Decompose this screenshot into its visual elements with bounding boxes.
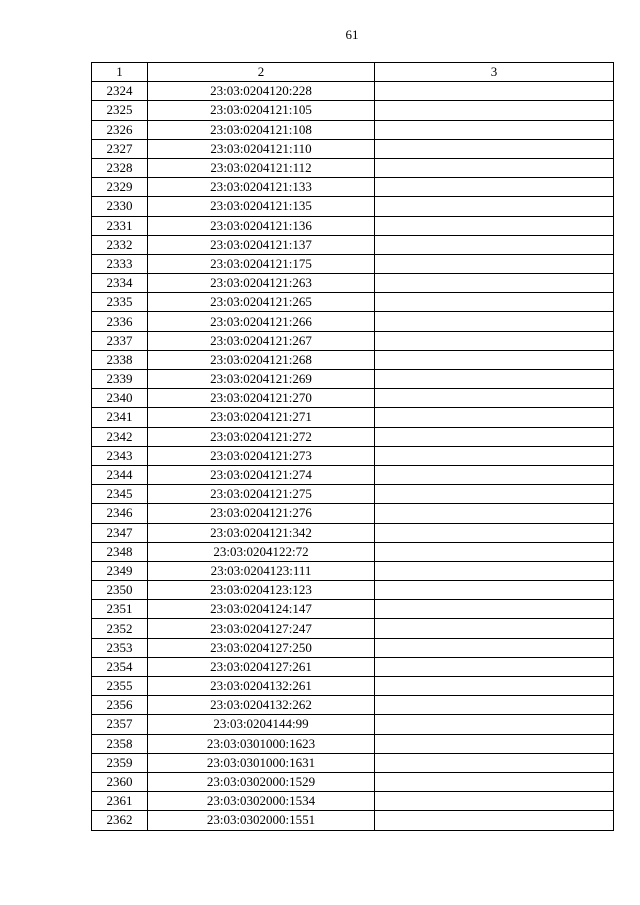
notes-cell xyxy=(375,331,614,350)
table-row xyxy=(92,542,614,561)
notes-cell xyxy=(375,485,614,504)
row-number-cell: 2360 xyxy=(92,772,148,791)
row-number-cell: 2362 xyxy=(92,811,148,830)
table-row xyxy=(92,638,614,657)
table-row xyxy=(92,753,614,772)
notes-cell xyxy=(375,581,614,600)
cadastral-number-cell: 23:03:0204127:247 xyxy=(148,619,375,638)
notes-cell xyxy=(375,465,614,484)
cadastral-number-cell: 23:03:0302000:1534 xyxy=(148,792,375,811)
row-number-cell: 2335 xyxy=(92,293,148,312)
cadastral-number-cell: 23:03:0204121:263 xyxy=(148,274,375,293)
table-row xyxy=(92,408,614,427)
row-number-cell: 2349 xyxy=(92,561,148,580)
table-row xyxy=(92,427,614,446)
cadastral-number-cell: 23:03:0204121:133 xyxy=(148,178,375,197)
cadastral-number-cell: 23:03:0204123:123 xyxy=(148,581,375,600)
column-header: 3 xyxy=(375,63,614,82)
notes-cell xyxy=(375,216,614,235)
notes-cell xyxy=(375,619,614,638)
cadastral-number-cell: 23:03:0204121:265 xyxy=(148,293,375,312)
cadastral-number-cell: 23:03:0204121:110 xyxy=(148,139,375,158)
cadastral-number-cell: 23:03:0204121:276 xyxy=(148,504,375,523)
table-row xyxy=(92,350,614,369)
table-row xyxy=(92,772,614,791)
cadastral-number-cell: 23:03:0204127:250 xyxy=(148,638,375,657)
registry-table xyxy=(91,62,614,831)
page-number: 61 xyxy=(345,27,359,42)
row-number-cell: 2351 xyxy=(92,600,148,619)
row-number-cell: 2339 xyxy=(92,370,148,389)
notes-cell xyxy=(375,370,614,389)
cadastral-number-cell: 23:03:0204121:270 xyxy=(148,389,375,408)
cadastral-number-cell: 23:03:0204121:342 xyxy=(148,523,375,542)
row-number-cell: 2326 xyxy=(92,120,148,139)
notes-cell xyxy=(375,120,614,139)
notes-cell xyxy=(375,446,614,465)
table-row xyxy=(92,811,614,830)
notes-cell xyxy=(375,600,614,619)
table-row xyxy=(92,370,614,389)
cadastral-number-cell: 23:03:0204127:261 xyxy=(148,657,375,676)
notes-cell xyxy=(375,753,614,772)
notes-cell xyxy=(375,772,614,791)
row-number-cell: 2348 xyxy=(92,542,148,561)
table-row xyxy=(92,293,614,312)
cadastral-number-cell: 23:03:0204121:269 xyxy=(148,370,375,389)
cadastral-number-cell: 23:03:0301000:1623 xyxy=(148,734,375,753)
notes-cell xyxy=(375,139,614,158)
table-row xyxy=(92,734,614,753)
cadastral-number-cell: 23:03:0301000:1631 xyxy=(148,753,375,772)
table-row xyxy=(92,715,614,734)
notes-cell xyxy=(375,811,614,830)
row-number-cell: 2327 xyxy=(92,139,148,158)
row-number-cell: 2355 xyxy=(92,677,148,696)
notes-cell xyxy=(375,715,614,734)
row-number-cell: 2357 xyxy=(92,715,148,734)
notes-cell xyxy=(375,101,614,120)
cadastral-number-cell: 23:03:0204121:274 xyxy=(148,465,375,484)
notes-cell xyxy=(375,677,614,696)
notes-cell xyxy=(375,427,614,446)
table-row xyxy=(92,235,614,254)
notes-cell xyxy=(375,504,614,523)
cadastral-number-cell: 23:03:0204121:137 xyxy=(148,235,375,254)
cadastral-number-cell: 23:03:0204132:262 xyxy=(148,696,375,715)
notes-cell xyxy=(375,408,614,427)
row-number-cell: 2328 xyxy=(92,158,148,177)
cadastral-number-cell: 23:03:0204121:268 xyxy=(148,350,375,369)
notes-cell xyxy=(375,312,614,331)
notes-cell xyxy=(375,638,614,657)
notes-cell xyxy=(375,274,614,293)
row-number-cell: 2334 xyxy=(92,274,148,293)
row-number-cell: 2330 xyxy=(92,197,148,216)
cadastral-number-cell: 23:03:0204121:267 xyxy=(148,331,375,350)
row-number-cell: 2329 xyxy=(92,178,148,197)
table-row xyxy=(92,792,614,811)
notes-cell xyxy=(375,389,614,408)
row-number-cell: 2341 xyxy=(92,408,148,427)
table-row xyxy=(92,274,614,293)
table-row xyxy=(92,312,614,331)
table-row xyxy=(92,696,614,715)
cadastral-number-cell: 23:03:0204121:136 xyxy=(148,216,375,235)
row-number-cell: 2333 xyxy=(92,254,148,273)
cadastral-number-cell: 23:03:0204121:271 xyxy=(148,408,375,427)
table-row xyxy=(92,197,614,216)
row-number-cell: 2342 xyxy=(92,427,148,446)
table-row xyxy=(92,178,614,197)
table-row xyxy=(92,581,614,600)
cadastral-number-cell: 23:03:0302000:1529 xyxy=(148,772,375,791)
row-number-cell: 2347 xyxy=(92,523,148,542)
notes-cell xyxy=(375,542,614,561)
cadastral-number-cell: 23:03:0302000:1551 xyxy=(148,811,375,830)
row-number-cell: 2346 xyxy=(92,504,148,523)
column-header: 1 xyxy=(92,63,148,82)
notes-cell xyxy=(375,523,614,542)
row-number-cell: 2353 xyxy=(92,638,148,657)
table-row xyxy=(92,504,614,523)
table-row xyxy=(92,158,614,177)
notes-cell xyxy=(375,293,614,312)
row-number-cell: 2332 xyxy=(92,235,148,254)
row-number-cell: 2325 xyxy=(92,101,148,120)
table-row xyxy=(92,331,614,350)
notes-cell xyxy=(375,657,614,676)
row-number-cell: 2350 xyxy=(92,581,148,600)
row-number-cell: 2352 xyxy=(92,619,148,638)
cadastral-number-cell: 23:03:0204121:272 xyxy=(148,427,375,446)
notes-cell xyxy=(375,82,614,101)
notes-cell xyxy=(375,197,614,216)
cadastral-number-cell: 23:03:0204121:175 xyxy=(148,254,375,273)
row-number-cell: 2356 xyxy=(92,696,148,715)
table-row xyxy=(92,485,614,504)
row-number-cell: 2336 xyxy=(92,312,148,331)
notes-cell xyxy=(375,254,614,273)
table-header-row xyxy=(92,63,614,82)
table-row xyxy=(92,254,614,273)
table-row xyxy=(92,657,614,676)
row-number-cell: 2324 xyxy=(92,82,148,101)
notes-cell xyxy=(375,350,614,369)
notes-cell xyxy=(375,561,614,580)
notes-cell xyxy=(375,696,614,715)
row-number-cell: 2338 xyxy=(92,350,148,369)
column-header: 2 xyxy=(148,63,375,82)
notes-cell xyxy=(375,235,614,254)
notes-cell xyxy=(375,178,614,197)
cadastral-number-cell: 23:03:0204123:111 xyxy=(148,561,375,580)
table-row xyxy=(92,619,614,638)
cadastral-number-cell: 23:03:0204121:266 xyxy=(148,312,375,331)
table-row xyxy=(92,139,614,158)
cadastral-number-cell: 23:03:0204121:105 xyxy=(148,101,375,120)
table-row xyxy=(92,216,614,235)
table-row xyxy=(92,120,614,139)
cadastral-number-cell: 23:03:0204144:99 xyxy=(148,715,375,734)
table-row xyxy=(92,677,614,696)
cadastral-number-cell: 23:03:0204124:147 xyxy=(148,600,375,619)
table-row xyxy=(92,101,614,120)
row-number-cell: 2340 xyxy=(92,389,148,408)
row-number-cell: 2331 xyxy=(92,216,148,235)
table-row xyxy=(92,523,614,542)
row-number-cell: 2343 xyxy=(92,446,148,465)
row-number-cell: 2345 xyxy=(92,485,148,504)
table-row xyxy=(92,446,614,465)
cadastral-number-cell: 23:03:0204122:72 xyxy=(148,542,375,561)
table-row xyxy=(92,561,614,580)
table-row xyxy=(92,600,614,619)
cadastral-number-cell: 23:03:0204121:112 xyxy=(148,158,375,177)
notes-cell xyxy=(375,792,614,811)
notes-cell xyxy=(375,734,614,753)
cadastral-number-cell: 23:03:0204132:261 xyxy=(148,677,375,696)
row-number-cell: 2337 xyxy=(92,331,148,350)
row-number-cell: 2359 xyxy=(92,753,148,772)
cadastral-number-cell: 23:03:0204121:135 xyxy=(148,197,375,216)
cadastral-number-cell: 23:03:0204121:273 xyxy=(148,446,375,465)
table-row xyxy=(92,389,614,408)
cadastral-number-cell: 23:03:0204121:275 xyxy=(148,485,375,504)
cadastral-number-cell: 23:03:0204121:108 xyxy=(148,120,375,139)
table-row xyxy=(92,465,614,484)
notes-cell xyxy=(375,158,614,177)
cadastral-number-cell: 23:03:0204120:228 xyxy=(148,82,375,101)
row-number-cell: 2358 xyxy=(92,734,148,753)
table-body xyxy=(92,82,614,830)
table-row xyxy=(92,82,614,101)
row-number-cell: 2361 xyxy=(92,792,148,811)
row-number-cell: 2354 xyxy=(92,657,148,676)
row-number-cell: 2344 xyxy=(92,465,148,484)
